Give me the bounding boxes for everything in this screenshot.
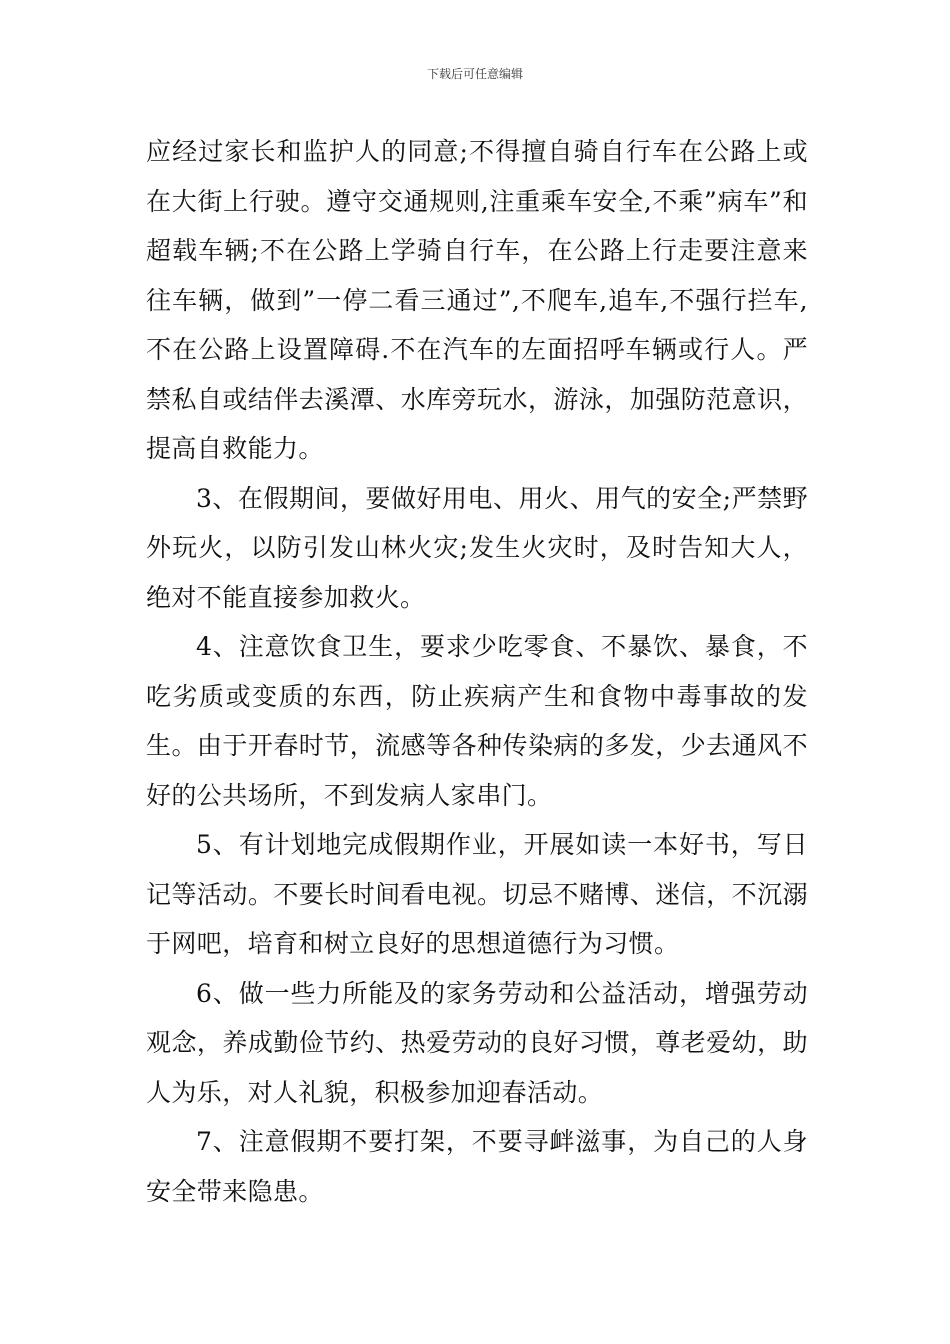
paragraph-item-7: 7、注意假期不要打架，不要寻衅滋事，为自己的人身安全带来隐患。: [146, 1127, 808, 1206]
paragraph-item-4: 4、注意饮食卫生，要求少吃零食、不暴饮、暴食，不吃劣质或变质的东西，防止疾病产生和食物中毒事故的发生。由于开春时节，流感等各种传染病的多发，少去通风不好的公共场所，不到发病人家串门。: [146, 632, 808, 810]
page-header: 下载后可任意编辑: [426, 67, 523, 81]
document-body: [146, 127, 808, 1216]
paragraph-item-5: 5、有计划地完成假期作业，开展如读一本好书，写日记等活动。不要长时间看电视。切忌不赌博、迷信，不沉溺于网吧，培育和树立良好的思想道德行为习惯。: [146, 830, 808, 958]
paragraph-item-3: 3、在假期间，要做好用电、用火、用气的安全;严禁野外玩火，以防引发山林火灾;发生火灾时，及时告知大人，绝对不能直接参加救火。: [146, 483, 808, 612]
paragraph-item-6: 6、做一些力所能及的家务劳动和公益活动，增强劳动观念，养成勤俭节约、热爱劳动的良好习惯，尊老爱幼，助人为乐，对人礼貌，积极参加迎春活动。: [146, 978, 808, 1107]
paragraph-continuation: 应经过家长和监护人的同意;不得擅自骑自行车在公路上或在大街上行驶。遵守交通规则,注重乘车安全,不乘”病车”和超载车辆;不在公路上学骑自行车，在公路上行走要注意来往车辆，做到”一停二看三通过”,不爬车,追车,不强行拦车,不在公路上设置障碍.不在汽车的左面招呼车辆或行人。严禁私自或结伴去溪潭、水库旁玩水，游泳，加强防范意识，提高自救能力。: [146, 137, 808, 463]
